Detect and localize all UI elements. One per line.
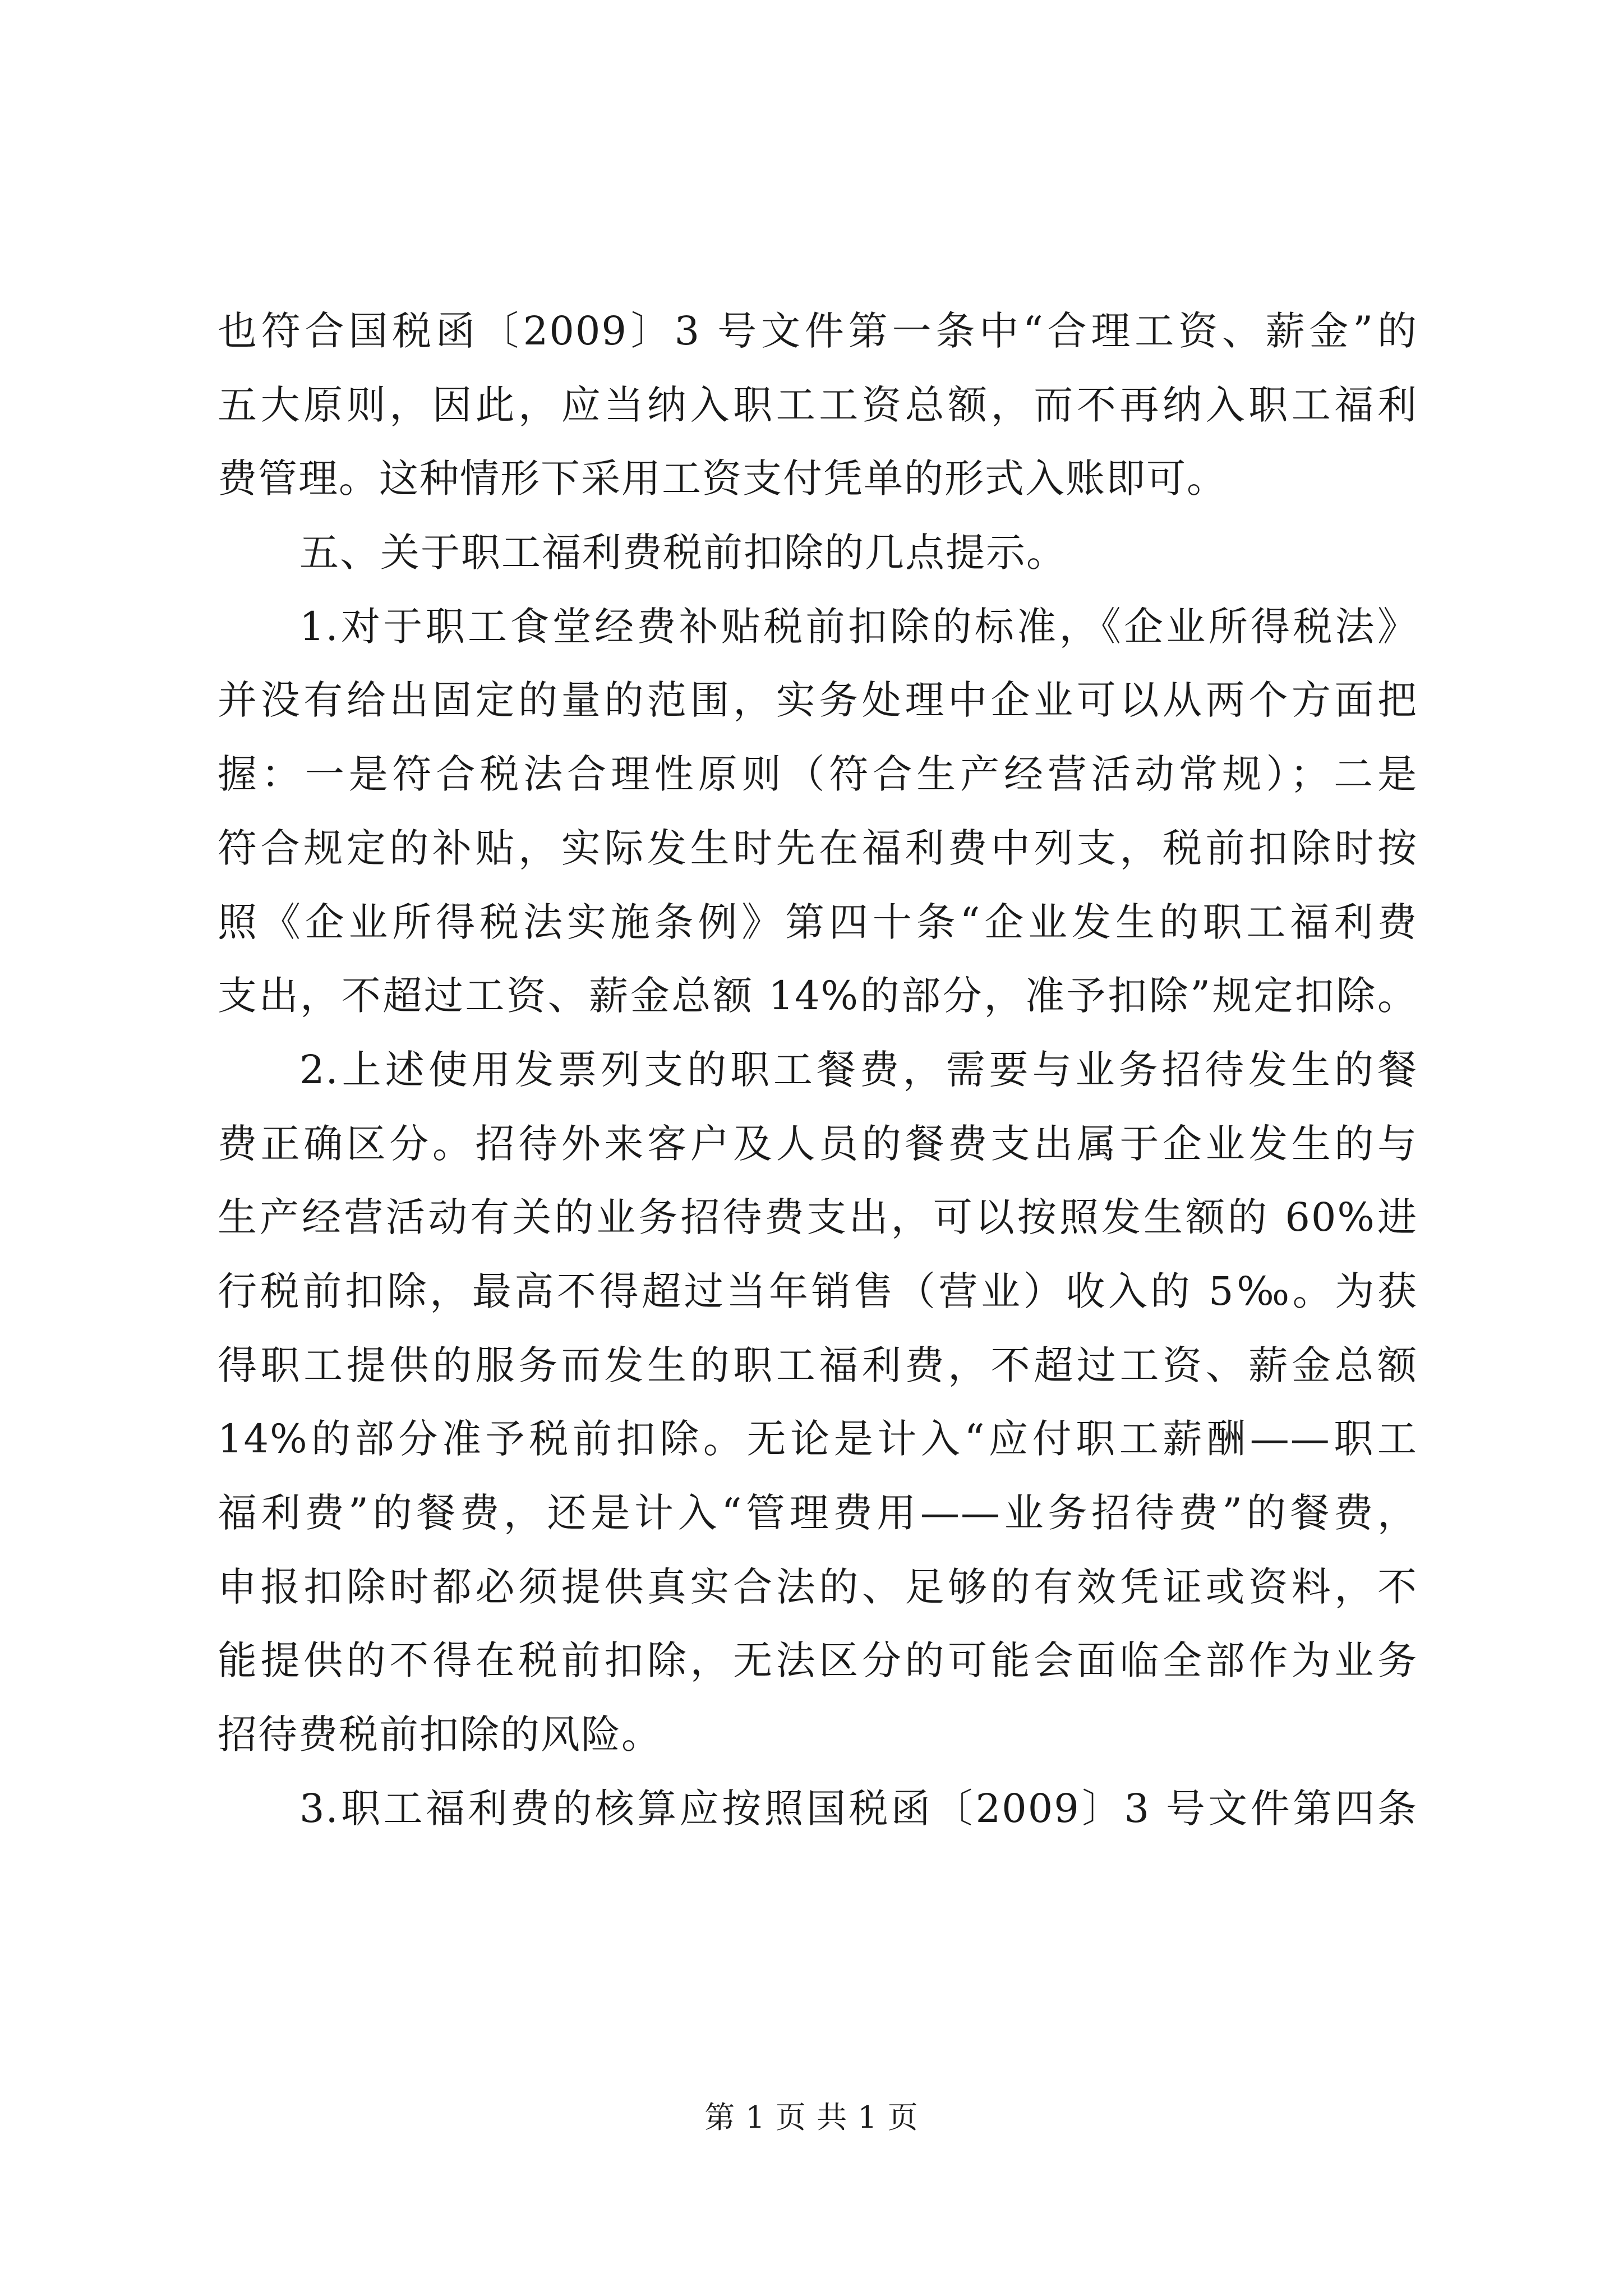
- section-heading-5: 五、关于职工福利费税前扣除的几点提示。: [299, 530, 1067, 576]
- text-line-15: 得职工提供的服务而发生的职工福利费，不超过工资、薪金总额: [218, 1342, 1418, 1388]
- page-footer: 第 1 页 共 1 页: [704, 2100, 919, 2135]
- text-line-12: 费正确区分。招待外来客户及人员的餐费支出属于企业发生的与: [218, 1120, 1418, 1167]
- text-line-1: 也符合国税函〔2009〕3 号文件第一条中“合理工资、薪金”的: [218, 308, 1418, 354]
- text-line-21: 3.职工福利费的核算应按照国税函〔2009〕3 号文件第四条: [299, 1785, 1418, 1832]
- text-line-3: 费管理。这种情形下采用工资支付凭单的形式入账即可。: [218, 455, 1227, 502]
- text-line-13: 生产经营活动有关的业务招待费支出，可以按照发生额的 60%进: [218, 1194, 1418, 1241]
- text-line-5: 1.对于职工食堂经费补贴税前扣除的标准，《企业所得税法》: [299, 603, 1418, 650]
- text-line-9: 照《企业所得税法实施条例》第四十条“企业发生的职工福利费: [218, 899, 1418, 945]
- text-line-20: 招待费税前扣除的风险。: [218, 1711, 662, 1758]
- text-line-17: 福利费”的餐费，还是计入“管理费用——业务招待费”的餐费，: [218, 1490, 1418, 1536]
- text-line-2: 五大原则，因此，应当纳入职工工资总额，而不再纳入职工福利: [218, 381, 1418, 428]
- text-line-11: 2.上述使用发票列支的职工餐费，需要与业务招待发生的餐: [299, 1046, 1418, 1093]
- text-line-14: 行税前扣除，最高不得超过当年销售（营业）收入的 5‰。为获: [218, 1268, 1418, 1314]
- text-line-7: 握：一是符合税法合理性原则（符合生产经营活动常规）；二是: [218, 751, 1418, 798]
- text-line-6: 并没有给出固定的量的范围，实务处理中企业可以从两个方面把: [218, 677, 1418, 724]
- text-line-18: 申报扣除时都必须提供真实合法的、足够的有效凭证或资料，不: [218, 1563, 1418, 1610]
- body-text: [218, 295, 1418, 1846]
- text-line-16: 14%的部分准予税前扣除。无论是计入“应付职工薪酬——职工: [218, 1416, 1418, 1462]
- text-line-10: 支出，不超过工资、薪金总额 14%的部分，准予扣除”规定扣除。: [218, 973, 1418, 1019]
- text-line-19: 能提供的不得在税前扣除，无法区分的可能会面临全部作为业务: [218, 1637, 1418, 1684]
- text-line-8: 符合规定的补贴，实际发生时先在福利费中列支，税前扣除时按: [218, 825, 1418, 871]
